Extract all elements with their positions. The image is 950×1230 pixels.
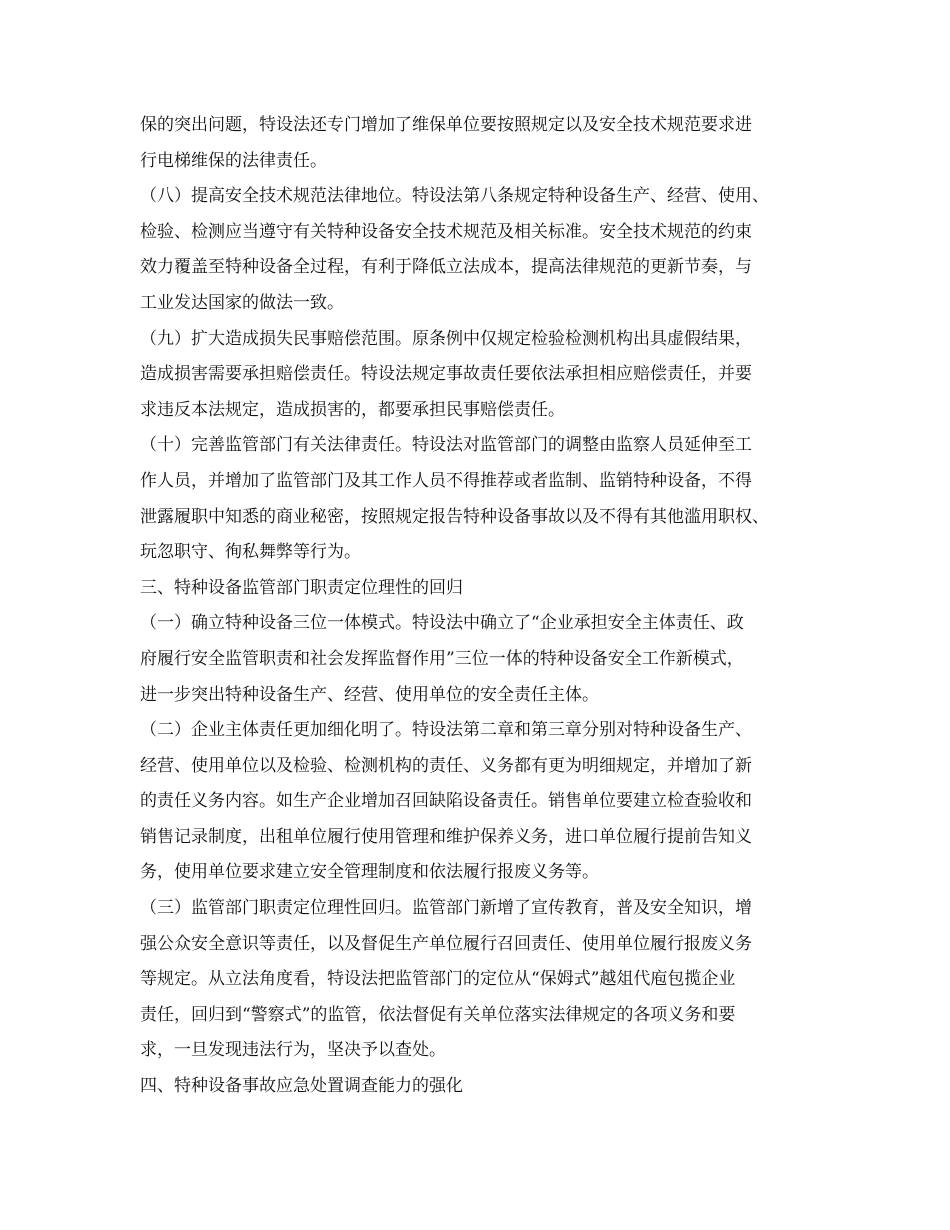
document-body [140, 108, 830, 1105]
text-line: 强公众安全意识等责任，以及督促生产单位履行召回责任、使用单位履行报废义务 [140, 933, 752, 954]
text-line: 销售记录制度，出租单位履行使用管理和维护保养义务，进口单位履行提前告知义 [140, 826, 752, 847]
text-line: 府履行安全监管职责和社会发挥监督作用”三位一体的特种设备安全工作新模式， [140, 648, 744, 669]
text-line: 造成损害需要承担赔偿责任。特设法规定事故责任要依法承担相应赔偿责任，并要 [140, 364, 752, 385]
text-line: 效力覆盖至特种设备全过程，有利于降低立法成本，提高法律规范的更新节奏，与 [140, 257, 752, 278]
text-line: （一）确立特种设备三位一体模式。特设法中确立了“企业承担安全主体责任、政 [140, 613, 744, 634]
text-line: （八）提高安全技术规范法律地位。特设法第八条规定特种设备生产、经营、使用、 [140, 186, 769, 207]
text-line: 求违反本法规定，造成损害的，都要承担民事赔偿责任。 [140, 399, 565, 420]
text-line: 等规定。从立法角度看，特设法把监管部门的定位从“保姆式”越俎代庖包揽企业 [140, 969, 736, 990]
text-line: 进一步突出特种设备生产、经营、使用单位的安全责任主体。 [140, 684, 599, 705]
text-line: 求，一旦发现违法行为，坚决予以查处。 [140, 1040, 446, 1061]
text-line: （三）监管部门职责定位理性回归。监管部门新增了宣传教育，普及安全知识，增 [140, 898, 752, 919]
text-line: 泄露履职中知悉的商业秘密，按照规定报告特种设备事故以及不得有其他滥用职权、 [140, 506, 769, 527]
text-line: 检验、检测应当遵守有关特种设备安全技术规范及相关标准。安全技术规范的约束 [140, 221, 752, 242]
text-line: （九）扩大造成损失民事赔偿范围。原条例中仅规定检验检测机构出具虚假结果， [140, 328, 752, 349]
text-line: 行电梯维保的法律责任。 [140, 150, 327, 171]
text-line: 保的突出问题，特设法还专门增加了维保单位要按照规定以及安全技术规范要求进 [140, 115, 752, 135]
text-line: 作人员，并增加了监管部门及其工作人员不得推荐或者监制、监销特种设备，不得 [140, 470, 752, 491]
section-heading: 三、特种设备监管部门职责定位理性的回归 [140, 577, 463, 598]
text-line: 工业发达国家的做法一致。 [140, 292, 344, 313]
text-line: 玩忽职守、徇私舞弊等行为。 [140, 542, 361, 563]
text-line: （十）完善监管部门有关法律责任。特设法对监管部门的调整由监察人员延伸至工 [140, 435, 752, 456]
text-line: 务，使用单位要求建立安全管理制度和依法履行报废义务等。 [140, 862, 599, 883]
text-line: 责任，回归到“警察式”的监管，依法督促有关单位落实法律规定的各项义务和要 [140, 1004, 736, 1025]
text-line: 经营、使用单位以及检验、检测机构的责任、义务都有更为明细规定，并增加了新 [140, 755, 752, 776]
text-line: （二）企业主体责任更加细化明了。特设法第二章和第三章分别对特种设备生产、 [140, 720, 752, 741]
text-line: 的责任义务内容。如生产企业增加召回缺陷设备责任。销售单位要建立检查验收和 [140, 791, 752, 812]
section-heading: 四、特种设备事故应急处置调查能力的强化 [140, 1076, 463, 1097]
